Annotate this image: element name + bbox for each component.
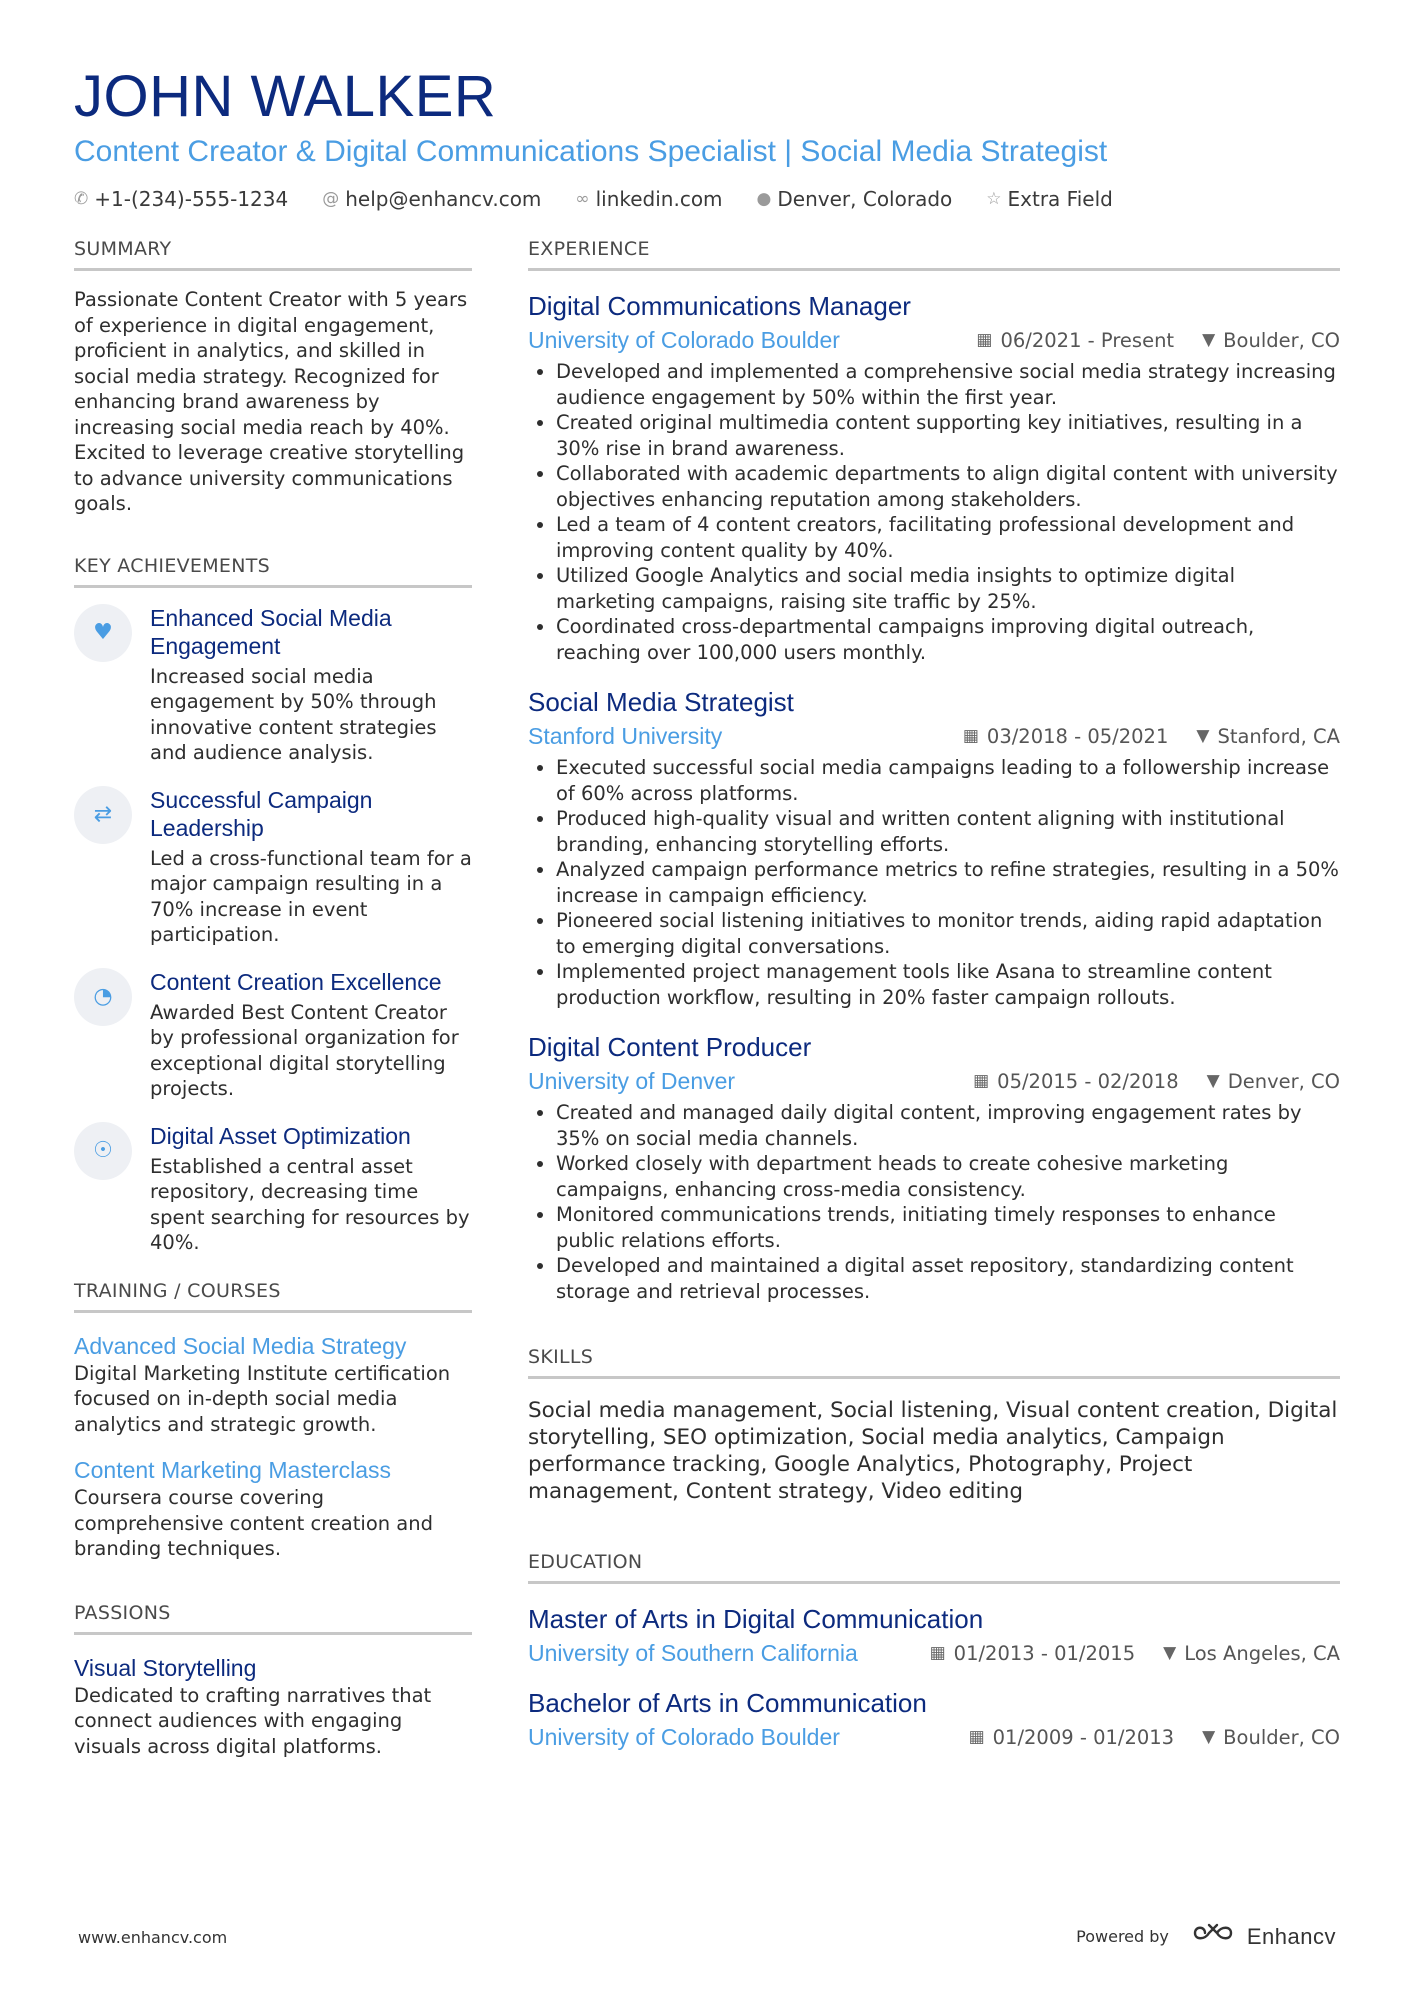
job-bullet: • Executed successful social media campaigns leading to a followership increase of 60% across platforms.	[556, 755, 1340, 806]
footer-website[interactable]: www.enhancv.com	[78, 1928, 228, 1947]
footer-branding	[1076, 1920, 1336, 1953]
education-entry	[528, 1602, 1340, 1668]
degree-title: Master of Arts in Digital Communication	[528, 1604, 984, 1634]
calendar-icon: ▦	[968, 1727, 985, 1747]
linkedin-text: linkedin.com	[595, 187, 723, 211]
experience-section	[528, 236, 1340, 1304]
extra-field-text: Extra Field	[1007, 187, 1113, 211]
job-location: Stanford, CA	[1217, 724, 1340, 748]
contact-linkedin[interactable]	[575, 186, 722, 212]
candidate-name: JOHN WALKER	[74, 64, 497, 129]
achievement-desc: Established a central asset repository, decreasing time spent searching for resources by 40%.	[150, 1154, 470, 1254]
job-location: Denver, CO	[1227, 1069, 1340, 1093]
passion-desc: Dedicated to crafting narratives that connect audiences with engaging visuals across digital platforms.	[74, 1683, 432, 1758]
resume-header	[74, 62, 1344, 212]
job-bullet: • Coordinated cross-departmental campaigns improving digital outreach, reaching over 100,000 users monthly.	[556, 614, 1340, 665]
location-text: Denver, Colorado	[777, 187, 953, 211]
achievement-title: Successful Campaign Leadership	[150, 786, 373, 841]
job-bullets	[528, 755, 1340, 1010]
contact-location	[757, 186, 953, 212]
at-icon: @	[322, 189, 340, 209]
contact-email[interactable]	[322, 186, 541, 212]
achievement-item	[74, 968, 472, 1102]
job-dates: 05/2015 - 02/2018	[997, 1069, 1179, 1093]
job-meta	[528, 1066, 1340, 1096]
contact-extra	[986, 186, 1113, 212]
email-text: help@enhancv.com	[345, 187, 542, 211]
achievement-item	[74, 604, 472, 766]
achievement-item	[74, 786, 472, 948]
achievement-desc: Awarded Best Content Creator by professional organization for exceptional digital storytelling projects.	[150, 1000, 459, 1100]
achievements-list	[74, 604, 472, 1256]
job-bullet: • Collaborated with academic departments to align digital content with university objectives enhancing reputation among stakeholders.	[556, 461, 1340, 512]
contact-bar	[74, 186, 1344, 212]
arrows-icon: ⇄	[74, 786, 132, 844]
job-bullet: • Monitored communications trends, initiating timely responses to enhance public relations efforts.	[556, 1202, 1340, 1253]
education-entry	[528, 1686, 1340, 1752]
location-pin-icon: ▼	[1202, 330, 1216, 350]
enhancv-logo-icon	[1193, 1920, 1239, 1953]
achievement-desc: Led a cross-functional team for a major campaign resulting in a 70% increase in event participation.	[150, 846, 472, 946]
job-title: Social Media Strategist	[528, 687, 794, 717]
job-bullet: • Created original multimedia content supporting key initiatives, resulting in a 30% rise in brand awareness.	[556, 410, 1340, 461]
phone-icon: ✆	[74, 189, 89, 209]
education-section	[528, 1549, 1340, 1752]
degree-title: Bachelor of Arts in Communication	[528, 1688, 927, 1718]
location-pin-icon: ▼	[1202, 1727, 1216, 1747]
job-bullet: • Worked closely with department heads to create cohesive marketing campaigns, enhancing cross-media consistency.	[556, 1151, 1340, 1202]
achievements-section	[74, 553, 472, 1256]
heart-icon: ♥	[74, 604, 132, 662]
school-name: University of Southern California	[528, 1640, 858, 1666]
course-item	[74, 1455, 472, 1562]
infinity-logo-icon	[1193, 1920, 1239, 1946]
job-location: Boulder, CO	[1223, 328, 1340, 352]
job-bullet: • Developed and implemented a comprehensive social media strategy increasing audience engagement by 50% within the first year.	[556, 359, 1340, 410]
achievement-desc: Increased social media engagement by 50% through innovative content strategies and audience analysis.	[150, 664, 437, 764]
location-pin-icon: ▼	[1206, 1071, 1220, 1091]
left-column	[74, 236, 472, 1759]
job-bullet: • Led a team of 4 content creators, facilitating professional development and improving content quality by 40%.	[556, 512, 1340, 563]
job-bullet: • Utilized Google Analytics and social media insights to optimize digital marketing campaigns, raising site traffic by 25%.	[556, 563, 1340, 614]
achievement-title: Digital Asset Optimization	[150, 1122, 411, 1149]
passions-section	[74, 1600, 472, 1760]
candidate-headline: Content Creator & Digital Communications Specialist | Social Media Strategist	[74, 135, 1108, 168]
experience-heading: EXPERIENCE	[528, 236, 1340, 271]
achievements-heading: KEY ACHIEVEMENTS	[74, 553, 472, 588]
summary-heading: SUMMARY	[74, 236, 472, 271]
course-desc: Digital Marketing Institute certification focused on in-depth social media analytics and strategic growth.	[74, 1361, 451, 1436]
calendar-icon: ▦	[976, 330, 993, 350]
education-location: Los Angeles, CA	[1184, 1641, 1340, 1665]
job-dates: 03/2018 - 05/2021	[986, 724, 1169, 748]
page-footer	[0, 1920, 1410, 1960]
calendar-icon: ▦	[929, 1643, 946, 1663]
job-entry	[528, 289, 1340, 665]
job-entry	[528, 1030, 1340, 1304]
job-bullets	[528, 359, 1340, 665]
job-company: Stanford University	[528, 723, 723, 749]
training-section	[74, 1278, 472, 1562]
job-bullets	[528, 1100, 1340, 1304]
brain-icon: ◔	[74, 968, 132, 1026]
job-title: Digital Communications Manager	[528, 291, 911, 321]
achievement-title: Enhanced Social Media Engagement	[150, 604, 392, 659]
education-location: Boulder, CO	[1223, 1725, 1340, 1749]
job-title: Digital Content Producer	[528, 1032, 812, 1062]
job-bullet: • Analyzed campaign performance metrics to refine strategies, resulting in a 50% increase in campaign efficiency.	[556, 857, 1340, 908]
job-meta	[528, 325, 1340, 355]
job-bullet: • Implemented project management tools like Asana to streamline content production workflow, resulting in 20% faster campaign rollouts.	[556, 959, 1340, 1010]
course-title: Advanced Social Media Strategy	[74, 1332, 407, 1359]
passion-item	[74, 1653, 472, 1760]
job-bullet: • Pioneered social listening initiatives to monitor trends, aiding rapid adaptation to emerging digital conversations.	[556, 908, 1340, 959]
education-dates: 01/2013 - 01/2015	[953, 1641, 1136, 1665]
job-bullet: • Developed and maintained a digital asset repository, standardizing content storage and retrieval processes.	[556, 1253, 1340, 1304]
phone-text: +1-(234)-555-1234	[94, 187, 289, 211]
course-item	[74, 1331, 472, 1438]
passion-title: Visual Storytelling	[74, 1654, 257, 1681]
star-icon: ☆	[986, 189, 1002, 209]
skills-text: Social media management, Social listening, Visual content creation, Digital storytelling, SEO optimization, Social media analytics, Campaign performance tracking, Google Analytics, Photography, Project management, Content strategy, Video editing	[528, 1398, 1338, 1504]
school-name: University of Colorado Boulder	[528, 1724, 840, 1750]
education-dates: 01/2009 - 01/2013	[992, 1725, 1175, 1749]
job-entry	[528, 685, 1340, 1010]
location-pin-icon: ▼	[1196, 726, 1210, 746]
location-pin-icon: ▼	[1163, 1643, 1177, 1663]
calendar-icon: ▦	[962, 726, 979, 746]
education-heading: EDUCATION	[528, 1549, 1340, 1584]
summary-text: Passionate Content Creator with 5 years of experience in digital engagement, proficient in analytics, and skilled in social media strategy. Recognized for enhancing brand awareness by increasing social media reach by 40%. Excited to leverage creative storytelling to advance university communications goals.	[74, 288, 468, 515]
job-meta	[528, 721, 1340, 751]
course-desc: Coursera course covering comprehensive content creation and branding techniques.	[74, 1486, 433, 1560]
achievement-title: Content Creation Excellence	[150, 968, 442, 995]
skills-heading: SKILLS	[528, 1344, 1340, 1379]
skills-section	[528, 1344, 1340, 1505]
location-icon: ●	[756, 189, 772, 209]
job-company: University of Colorado Boulder	[528, 327, 840, 353]
job-company: University of Denver	[528, 1068, 736, 1094]
passions-heading: PASSIONS	[74, 1600, 472, 1635]
contact-phone[interactable]	[74, 186, 288, 212]
lightbulb-icon: ☉	[74, 1122, 132, 1180]
achievement-item	[74, 1122, 472, 1256]
job-bullet: • Produced high-quality visual and written content aligning with institutional branding, enhancing storytelling efforts.	[556, 806, 1340, 857]
job-bullet: • Created and managed daily digital content, improving engagement rates by 35% on social media channels.	[556, 1100, 1340, 1151]
link-icon: ∞	[575, 189, 590, 209]
job-dates: 06/2021 - Present	[1000, 328, 1175, 352]
summary-section	[74, 236, 472, 517]
brand-name: Enhancv	[1246, 1923, 1336, 1949]
right-column	[528, 236, 1340, 1752]
training-heading: TRAINING / COURSES	[74, 1278, 472, 1313]
calendar-icon: ▦	[973, 1071, 990, 1091]
course-title: Content Marketing Masterclass	[74, 1457, 392, 1483]
powered-by-text: Powered by	[1076, 1927, 1169, 1946]
